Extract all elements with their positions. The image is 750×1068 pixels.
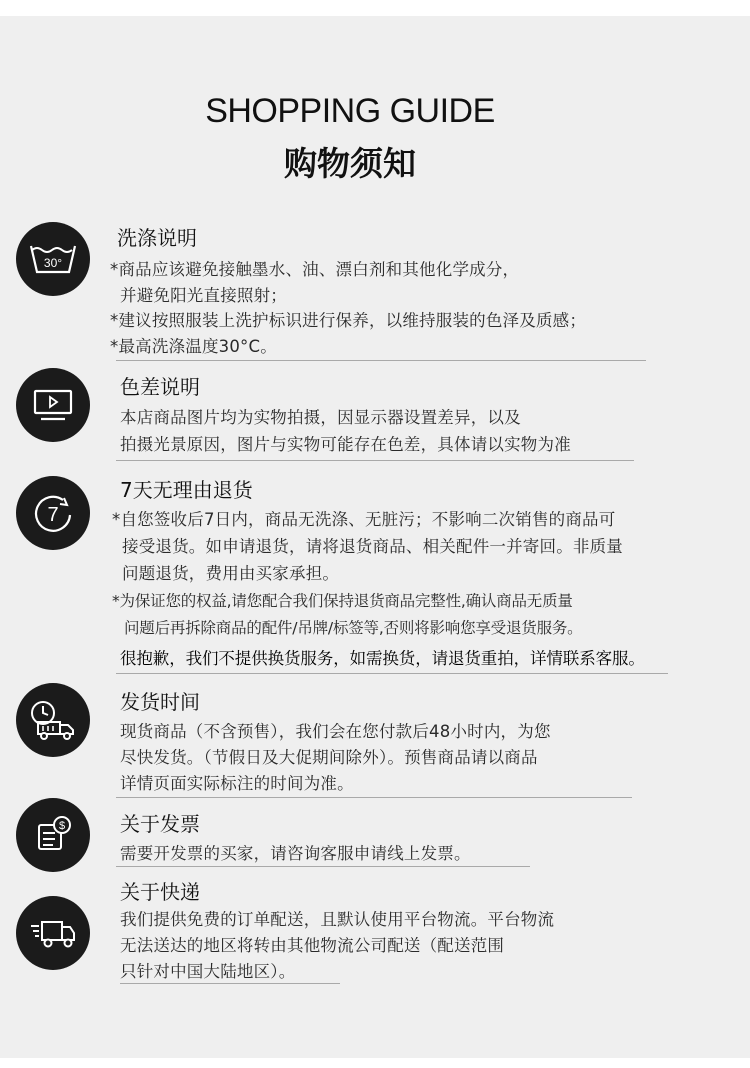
return-line: *为保证您的权益,请您配合我们保持退货商品完整性,确认商品无质量 <box>112 592 573 610</box>
washing-line: *建议按照服装上洗护标识进行保养，以维持服装的色泽及质感； <box>110 311 587 330</box>
svg-text:30°: 30° <box>43 256 63 270</box>
return-line: *自您签收后7日内，商品无洗涤、无脏污；不影响二次销售的商品可 <box>112 510 616 529</box>
title-chinese: 购物须知 <box>284 144 416 183</box>
express-line: 无法送达的地区将转由其他物流公司配送（配送范围 <box>120 936 505 955</box>
section-heading-express: 关于快递 <box>120 880 200 904</box>
washing-line: *商品应该避免接触墨水、油、漂白剂和其他化学成分， <box>110 260 520 279</box>
color-line: 本店商品图片均为实物拍摄，因显示器设置差异，以及 <box>120 408 521 427</box>
section-heading-invoice: 关于发票 <box>120 812 200 836</box>
section-divider <box>116 673 668 674</box>
return-line: 问题退货，费用由买家承担。 <box>122 564 340 583</box>
shipping-line: 尽快发货。（节假日及大促期间除外）。预售商品请以商品 <box>120 748 538 767</box>
svg-text:7: 7 <box>47 504 59 526</box>
section-divider <box>116 460 634 461</box>
section-divider <box>116 866 530 867</box>
section-divider <box>116 360 646 361</box>
wash-30-icon <box>16 222 90 296</box>
section-divider <box>120 983 340 984</box>
section-heading-shipping: 发货时间 <box>120 690 200 714</box>
delivery-clock-icon <box>16 683 90 757</box>
washing-line: *最高洗涤温度30°C。 <box>110 337 277 356</box>
invoice-icon <box>16 798 90 872</box>
monitor-icon <box>16 368 90 442</box>
return-line: 问题后再拆除商品的配件/吊牌/标签等,否则将影响您享受退货服务。 <box>124 619 583 637</box>
color-line: 拍摄光景原因，图片与实物可能存在色差，具体请以实物为准 <box>120 435 571 454</box>
express-line: 我们提供免费的订单配送，且默认使用平台物流。平台物流 <box>120 910 555 929</box>
washing-line: 并避免阳光直接照射； <box>120 286 287 305</box>
section-heading-washing: 洗涤说明 <box>117 226 197 250</box>
shipping-line: 详情页面实际标注的时间为准。 <box>120 774 354 793</box>
seven-day-return-icon <box>16 476 90 550</box>
svg-text:$: $ <box>58 820 66 832</box>
section-heading-return: 7天无理由退货 <box>120 478 253 502</box>
title-english: SHOPPING GUIDE <box>205 92 495 130</box>
section-heading-color: 色差说明 <box>120 375 200 399</box>
return-note: 很抱歉，我们不提供换货服务，如需换货，请退货重拍，详情联系客服。 <box>120 649 645 668</box>
shipping-line: 现货商品（不含预售），我们会在您付款后48小时内，为您 <box>120 722 551 741</box>
section-divider <box>116 797 632 798</box>
return-line: 接受退货。如申请退货，请将退货商品、相关配件一并寄回。非质量 <box>122 537 623 556</box>
invoice-line: 需要开发票的买家，请咨询客服申请线上发票。 <box>120 844 471 863</box>
express-truck-icon <box>16 896 90 970</box>
express-line: 只针对中国大陆地区）。 <box>120 962 296 981</box>
